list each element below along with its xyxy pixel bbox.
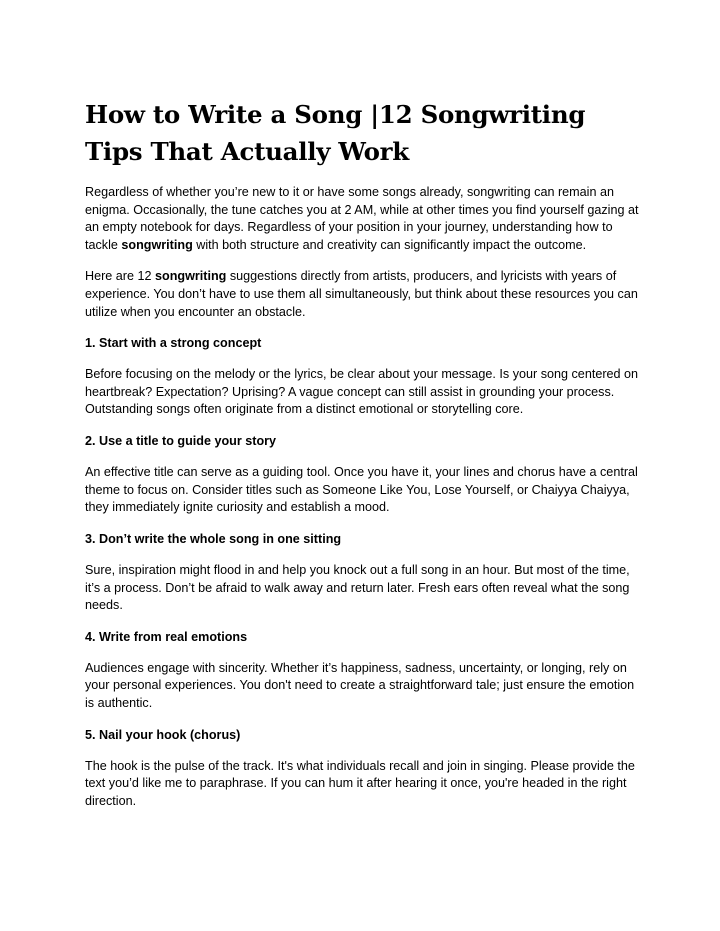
intro-text: with both structure and creativity can significantly impact the outcome. <box>192 237 587 252</box>
tip-4-body: Audiences engage with sincerity. Whether it’s happiness, sadness, uncertainty, or longing, rely on your personal experiences. You don't need to create a straightforward tale; just ensure the emotion is authentic. <box>85 660 635 711</box>
page-title: How to Write a Song |12 Songwriting Tips That Actually Work <box>85 100 586 166</box>
keyword-songwriting: songwriting <box>121 237 193 252</box>
tip-3-body: Sure, inspiration might flood in and help you knock out a full song in an hour. But most of the time, it’s a process. Don’t be afraid to walk away and return later. Fresh ears often reveal what the song needs. <box>85 563 630 613</box>
intro-paragraph-1 <box>85 184 645 254</box>
intro-text: Regardless of whether you’re new to it or have some songs already, songwriting can remain an enigma. Occasionally, the tune catches you at 2 AM, while at other times you find yourself gazing at an empty notebook for days. Regardless of your position in your journey, understanding how to tackle <box>85 185 639 252</box>
intro-paragraph-2 <box>85 268 645 321</box>
tip-4-heading: 4. Write from real emotions <box>85 629 248 644</box>
tip-1-heading: 1. Start with a strong concept <box>85 336 262 351</box>
tip-2-body: An effective title can serve as a guiding tool. Once you have it, your lines and chorus have a central theme to focus on. Consider titles such as Someone Like You, Lose Yourself, or Chaiyya Chaiyya, they immediately ignite curiosity and establish a mood. <box>85 465 638 515</box>
intro-text: suggestions directly from artists, producers, and lyricists with years of experience. You don’t have to use them all simultaneously, but think about these resources you can utilize when you encounter an obstacle. <box>85 269 638 319</box>
intro-text: Here are 12 <box>85 269 156 284</box>
document-page <box>85 96 645 825</box>
tip-2-heading: 2. Use a title to guide your story <box>85 434 277 449</box>
keyword-songwriting: songwriting <box>155 269 227 284</box>
tip-3-heading: 3. Don’t write the whole song in one sitting <box>85 531 342 546</box>
tip-1-body: Before focusing on the melody or the lyrics, be clear about your message. Is your song centered on heartbreak? Expectation? Uprising? A vague concept can still assist in grounding your process. Outstanding songs often originate from a distinct emotional or storytelling core. <box>85 367 639 417</box>
tip-5-heading: 5. Nail your hook (chorus) <box>85 727 241 742</box>
tip-5-body: The hook is the pulse of the track. It's what individuals recall and join in singing. Please provide the text you’d like me to paraphrase. If you can hum it after hearing it once, you're headed in the right direction. <box>85 758 635 808</box>
